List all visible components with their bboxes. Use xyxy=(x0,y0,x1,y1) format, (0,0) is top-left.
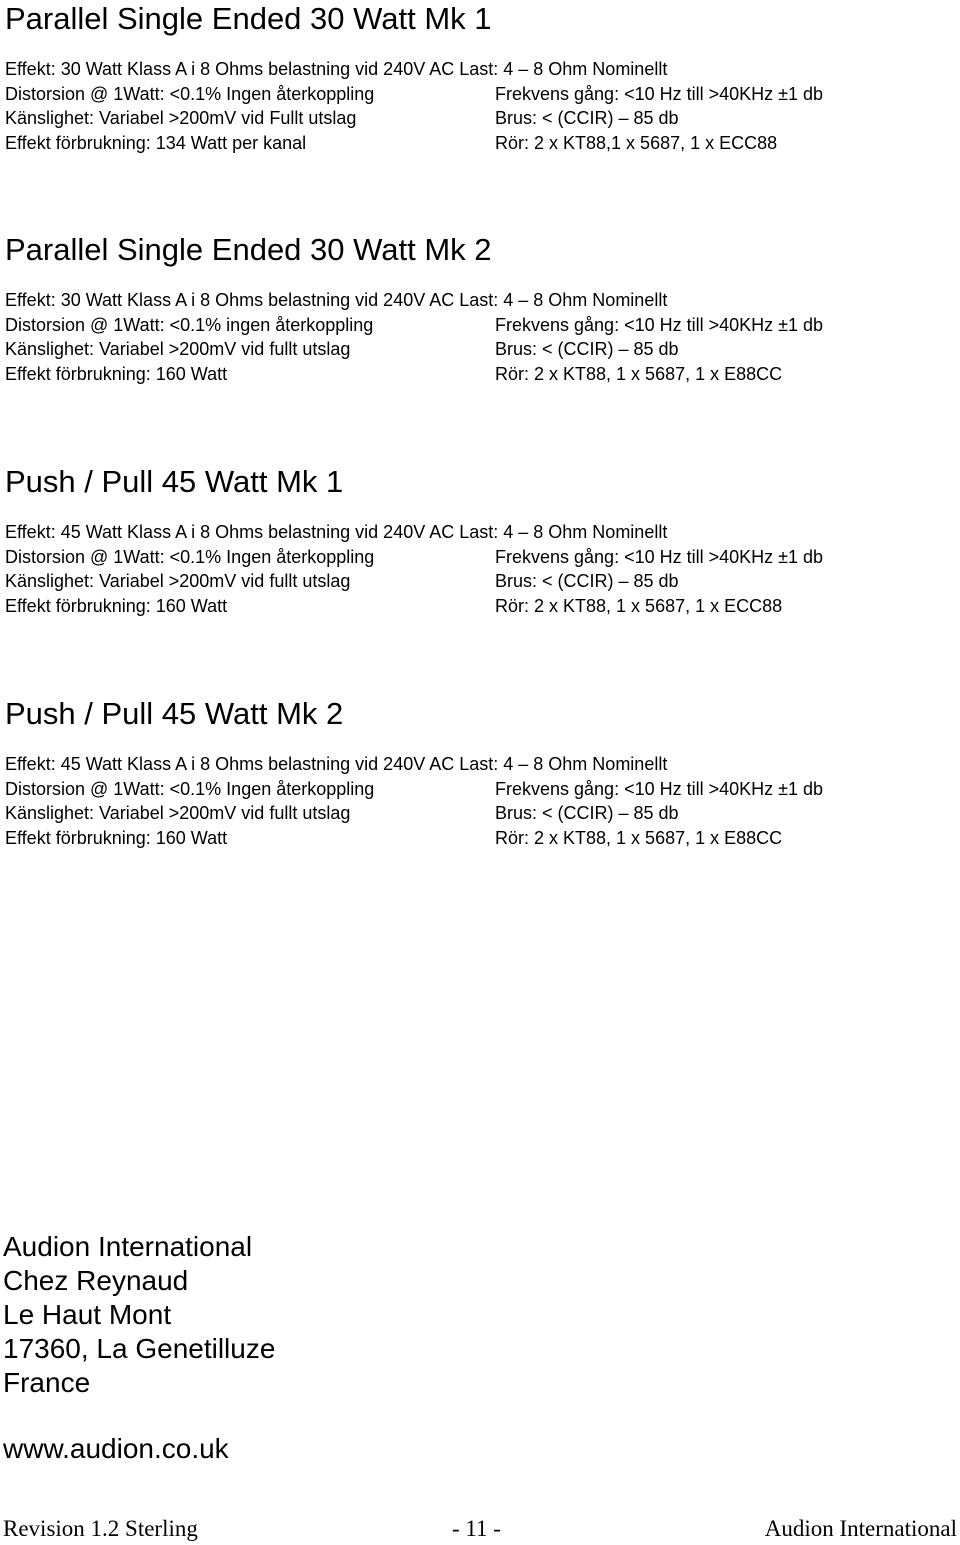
spec-row xyxy=(5,82,945,107)
spec-row-effekt xyxy=(5,752,945,777)
spec-row xyxy=(5,337,945,362)
spec-distorsion: Distorsion @ 1Watt: <0.1% Ingen återkoppling xyxy=(5,546,375,567)
spec-section-pp-45-mk2 xyxy=(5,697,945,850)
spec-row xyxy=(5,569,945,594)
spec-distorsion: Distorsion @ 1Watt: <0.1% Ingen återkoppling xyxy=(5,83,375,104)
footer-company: Audion International xyxy=(764,1516,957,1541)
spec-list xyxy=(5,520,945,618)
spec-effekt-forbrukning: Effekt förbrukning: 160 Watt xyxy=(5,363,228,384)
spec-row-effekt xyxy=(5,520,945,545)
section-title: Parallel Single Ended 30 Watt Mk 2 xyxy=(5,232,492,267)
spec-section-pse-30-mk2 xyxy=(5,233,945,386)
address-country: France xyxy=(3,1367,91,1398)
spec-row xyxy=(5,826,945,851)
spec-ror: Rör: 2 x KT88, 1 x 5687, 1 x E88CC xyxy=(495,827,783,848)
spec-frekvens: Frekvens gång: <10 Hz till >40KHz ±1 db xyxy=(495,83,824,104)
spec-ror: Rör: 2 x KT88,1 x 5687, 1 x ECC88 xyxy=(495,132,778,153)
spec-frekvens: Frekvens gång: <10 Hz till >40KHz ±1 db xyxy=(495,314,824,335)
spec-brus: Brus: < (CCIR) – 85 db xyxy=(495,803,679,823)
spec-list xyxy=(5,752,945,850)
spec-distorsion: Distorsion @ 1Watt: <0.1% Ingen återkoppling xyxy=(5,778,375,799)
spec-ror: Rör: 2 x KT88, 1 x 5687, 1 x E88CC xyxy=(495,363,783,384)
spec-distorsion: Distorsion @ 1Watt: <0.1% ingen återkoppling xyxy=(5,314,374,335)
spec-row xyxy=(5,594,945,619)
spec-brus: Brus: < (CCIR) – 85 db xyxy=(495,108,679,128)
company-address xyxy=(3,1230,275,1400)
spec-frekvens: Frekvens gång: <10 Hz till >40KHz ±1 db xyxy=(495,546,824,567)
spec-effekt-forbrukning: Effekt förbrukning: 160 Watt xyxy=(5,595,228,616)
spec-list xyxy=(5,288,945,386)
spec-effekt-last: Effekt: 30 Watt Klass A i 8 Ohms belastning vid 240V AC Last: 4 – 8 Ohm Nominellt xyxy=(5,290,668,310)
spec-row xyxy=(5,313,945,338)
spec-effekt-forbrukning: Effekt förbrukning: 134 Watt per kanal xyxy=(5,132,307,153)
section-title: Push / Pull 45 Watt Mk 1 xyxy=(5,464,344,499)
spec-brus: Brus: < (CCIR) – 85 db xyxy=(495,571,679,591)
address-postal-city: 17360, La Genetilluze xyxy=(3,1333,276,1364)
section-title: Parallel Single Ended 30 Watt Mk 1 xyxy=(5,1,492,36)
spec-kanslighet: Känslighet: Variabel >200mV vid fullt utslag xyxy=(5,571,351,591)
spec-effekt-last: Effekt: 45 Watt Klass A i 8 Ohms belastning vid 240V AC Last: 4 – 8 Ohm Nominellt xyxy=(5,522,668,542)
spec-frekvens: Frekvens gång: <10 Hz till >40KHz ±1 db xyxy=(495,778,824,799)
spec-effekt-last: Effekt: 45 Watt Klass A i 8 Ohms belastning vid 240V AC Last: 4 – 8 Ohm Nominellt xyxy=(5,754,668,774)
address-company: Audion International xyxy=(3,1231,253,1262)
footer-page-number: - 11 - xyxy=(452,1516,501,1541)
footer-revision: Revision 1.2 Sterling xyxy=(3,1516,198,1541)
spec-kanslighet: Känslighet: Variabel >200mV vid Fullt utslag xyxy=(5,108,357,128)
spec-row xyxy=(5,777,945,802)
spec-section-pp-45-mk1 xyxy=(5,465,945,618)
spec-section-pse-30-mk1 xyxy=(5,2,945,155)
spec-row xyxy=(5,131,945,156)
page-footer xyxy=(0,1514,960,1544)
spec-effekt-forbrukning: Effekt förbrukning: 160 Watt xyxy=(5,827,228,848)
spec-list xyxy=(5,57,945,155)
spec-ror: Rör: 2 x KT88, 1 x 5687, 1 x ECC88 xyxy=(495,595,783,616)
spec-row xyxy=(5,801,945,826)
address-line: Chez Reynaud xyxy=(3,1265,189,1296)
spec-row-effekt xyxy=(5,288,945,313)
website-link[interactable]: www.audion.co.uk xyxy=(3,1433,229,1464)
spec-effekt-last: Effekt: 30 Watt Klass A i 8 Ohms belastning vid 240V AC Last: 4 – 8 Ohm Nominellt xyxy=(5,59,668,79)
spec-kanslighet: Känslighet: Variabel >200mV vid fullt utslag xyxy=(5,339,351,359)
spec-kanslighet: Känslighet: Variabel >200mV vid fullt utslag xyxy=(5,803,351,823)
spec-row-effekt xyxy=(5,57,945,82)
address-line: Le Haut Mont xyxy=(3,1299,172,1330)
spec-row xyxy=(5,545,945,570)
spec-brus: Brus: < (CCIR) – 85 db xyxy=(495,339,679,359)
section-title: Push / Pull 45 Watt Mk 2 xyxy=(5,696,344,731)
spec-row xyxy=(5,106,945,131)
spec-row xyxy=(5,362,945,387)
